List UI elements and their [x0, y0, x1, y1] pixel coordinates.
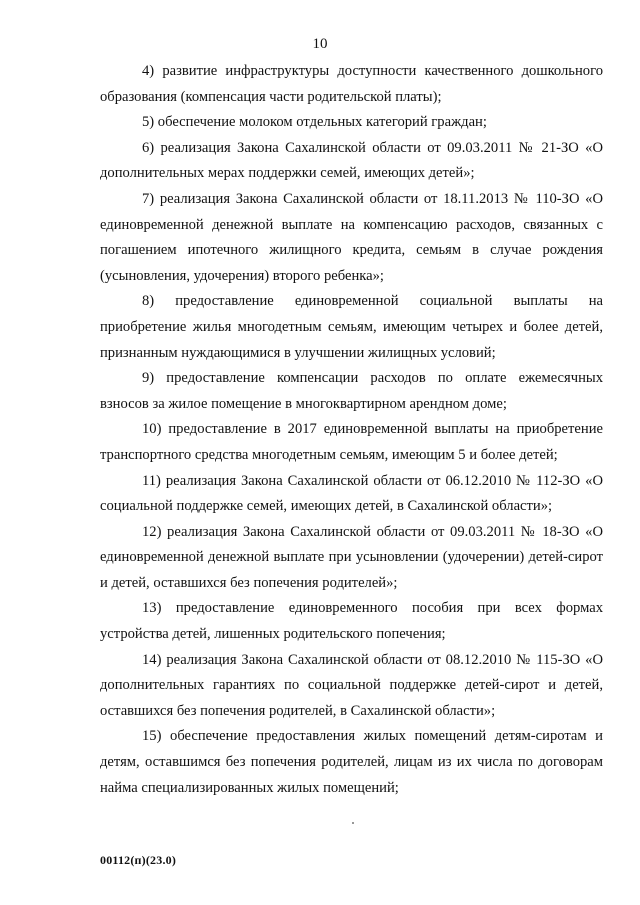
list-item: 12) реализация Закона Сахалинской области от 09.03.2011 № 18-ЗО «О единовременной денежной выплате при усыновлении (удочерении) детей-сирот и детей, оставшихся без попечения родителей»; [100, 523, 603, 591]
list-item: 4) развитие инфраструктуры доступности качественного дошкольного образования (компенсация части родительской платы); [100, 63, 603, 105]
list-item: 8) предоставление единовременной социальной выплаты на приобретение жилья многодетным семьям, имеющим четырех и более детей, признанным нуждающимися в улучшении жилищных условий; [100, 293, 603, 361]
page-number: 10 [312, 36, 328, 52]
list-item: 7) реализация Закона Сахалинской области от 18.11.2013 № 110-ЗО «О единовременной денежной выплате на компенсацию расходов, связанных с погашением ипотечного жилищного кредита, семьям в случае рождения (усыновления, удочерения) второго ребенка»; [100, 190, 603, 284]
list-item: 11) реализация Закона Сахалинской области от 06.12.2010 № 112-ЗО «О социальной поддержке семей, имеющих детей, в Сахалинской области»; [100, 472, 603, 515]
list-item: 9) предоставление компенсации расходов по оплате ежемесячных взносов за жилое помещение в многоквартирном арендном доме; [100, 370, 603, 412]
scan-speck [352, 822, 354, 824]
list-item: 13) предоставление единовременного пособия при всех формах устройства детей, лишенных родительского попечения; [100, 600, 603, 643]
list-item: 15) обеспечение предоставления жилых помещений детям-сиротам и детям, оставшимся без попечения родителей, лицам из их числа по договорам найма специализированных жилых помещений; [100, 728, 603, 796]
list-item: 14) реализация Закона Сахалинской области от 08.12.2010 № 115-ЗО «О дополнительных гарантиях по социальной поддержке детей-сирот и детей, оставшихся без попечения родителей, в Сахалинской области»; [100, 651, 603, 719]
list-item: 6) реализация Закона Сахалинской области от 09.03.2011 № 21-ЗО «О дополнительных мерах поддержки семей, имеющих детей»; [100, 139, 603, 182]
list-item: 10) предоставление в 2017 единовременной выплаты на приобретение транспортного средства многодетным семьям, имеющим 5 и более детей; [100, 421, 603, 463]
list-item: 5) обеспечение молоком отдельных категорий граждан; [142, 114, 487, 131]
document-code: 00112(п)(23.0) [100, 853, 177, 867]
document-body [100, 59, 603, 801]
